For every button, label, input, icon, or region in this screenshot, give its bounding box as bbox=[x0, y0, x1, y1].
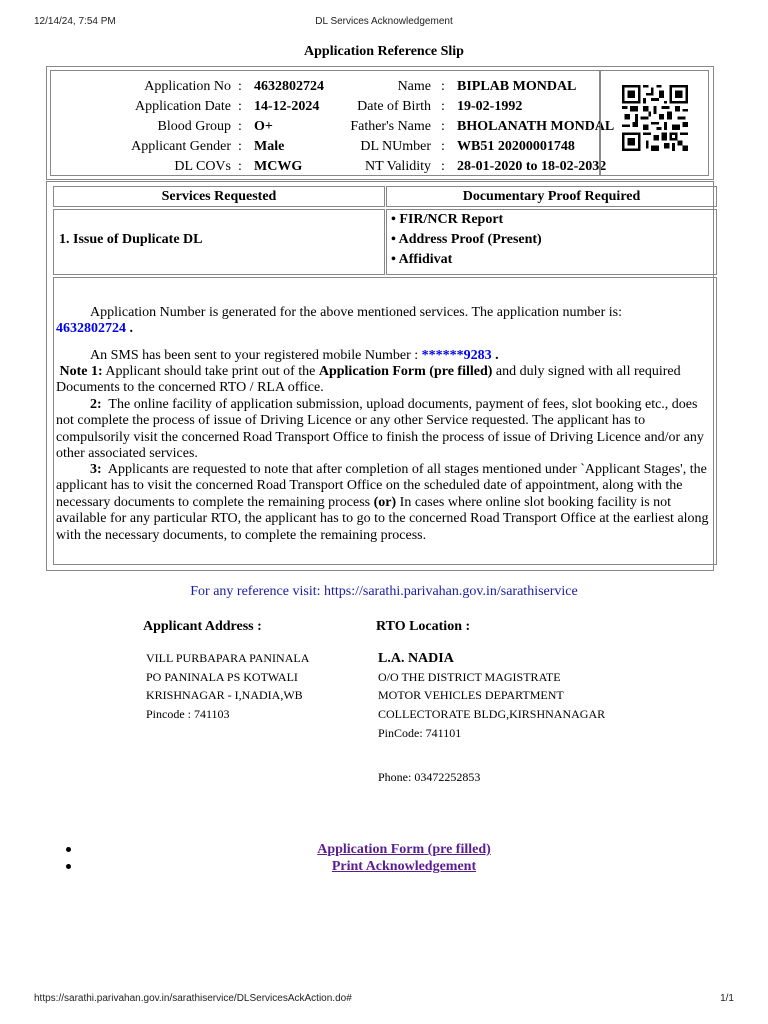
list-item bbox=[0, 859, 768, 876]
application-number-highlight: 4632802724 bbox=[56, 321, 126, 337]
proof-item: • Affidivat bbox=[391, 252, 453, 267]
colon: : bbox=[441, 159, 445, 174]
detail-row bbox=[51, 77, 599, 97]
rto-address-line: O/O THE DISTRICT MAGISTRATE bbox=[378, 670, 561, 684]
proof-item: • Address Proof (Present) bbox=[391, 232, 542, 247]
rto-phone: Phone: 03472252853 bbox=[378, 770, 481, 784]
rto-address-line: MOTOR VEHICLES DEPARTMENT bbox=[378, 688, 564, 702]
detail-row bbox=[51, 137, 599, 157]
blood-group-label: Blood Group bbox=[157, 119, 231, 134]
qr-code-cell bbox=[600, 70, 709, 176]
qr-code-icon bbox=[620, 85, 690, 151]
note-text: Applicant should take print out of the bbox=[105, 364, 316, 379]
dob-value: 19-02-1992 bbox=[457, 99, 523, 114]
application-date-label: Application Date bbox=[134, 99, 231, 114]
note-1-label: Note 1: bbox=[59, 364, 103, 379]
name-label: Name bbox=[397, 79, 431, 94]
note-3-or: (or) bbox=[373, 494, 397, 510]
fathers-name-value: BHOLANATH MONDAL bbox=[457, 119, 615, 134]
rto-pincode: PinCode: 741101 bbox=[378, 726, 462, 740]
documentary-proof-header: Documentary Proof Required bbox=[386, 186, 717, 207]
slip-title: Application Reference Slip bbox=[304, 44, 464, 59]
print-page-number: 1/1 bbox=[720, 993, 734, 1004]
rto-address-line: COLLECTORATE BLDG,KIRSHNANAGAR bbox=[378, 707, 606, 721]
note-text: and duly signed with all required Documents to the concerned RTO / RLA office. bbox=[56, 364, 681, 396]
dot: . bbox=[495, 348, 499, 363]
dob-label: Date of Birth bbox=[357, 99, 431, 114]
applicant-address-line: PO PANINALA PS KOTWALI bbox=[146, 670, 298, 684]
nt-validity-value: 28-01-2020 to 18-02-2032 bbox=[457, 159, 607, 174]
name-value: BIPLAB MONDAL bbox=[457, 79, 577, 94]
colon: : bbox=[238, 99, 242, 114]
colon: : bbox=[441, 99, 445, 114]
detail-row bbox=[51, 97, 599, 117]
note-1 bbox=[56, 364, 710, 397]
dl-covs-label: DL COVs bbox=[174, 159, 231, 174]
detail-row bbox=[51, 117, 615, 137]
note-text: The online facility of application submission, upload documents, payment of fees, slot booking etc., does not complete the process of issue of Driving Licence or any other Service requested. The applicant has to compulsorily visit the concerned Road Transport Office to finish the process of issue of Driving Licence and/or any other associated services. bbox=[56, 397, 704, 462]
colon: : bbox=[441, 119, 445, 134]
blood-group-value: O+ bbox=[254, 119, 273, 134]
colon: : bbox=[238, 119, 242, 134]
colon: : bbox=[238, 79, 242, 94]
action-links bbox=[0, 842, 768, 876]
service-name: 1. Issue of Duplicate DL bbox=[59, 232, 203, 247]
service-cell bbox=[53, 209, 385, 275]
applicant-pincode: Pincode : 741103 bbox=[146, 707, 230, 721]
application-date-value: 14-12-2024 bbox=[254, 99, 320, 114]
colon: : bbox=[238, 139, 242, 154]
list-item bbox=[0, 842, 768, 859]
proof-item: • FIR/NCR Report bbox=[391, 212, 504, 227]
note-3-label: 3: bbox=[90, 462, 102, 477]
note-text: Applicants are requested to note that after completion of all stages mentioned under `Applicant Stages', the applicant has to visit the concerned Road Transport Office on the scheduled date of appointment, along with the necessary documents to complete the remaining process bbox=[56, 462, 707, 510]
rto-name: L.A. NADIA bbox=[378, 651, 454, 666]
note-3 bbox=[56, 462, 710, 544]
applicant-address-line: KRISHNAGAR - I,NADIA,WB bbox=[146, 688, 303, 702]
note-text: Application Number is generated for the above mentioned services. The application number is: bbox=[90, 305, 622, 320]
application-number-note bbox=[56, 305, 710, 338]
gender-value: Male bbox=[254, 139, 285, 154]
print-acknowledgement-link[interactable]: Print Acknowledgement bbox=[331, 859, 477, 874]
note-2 bbox=[56, 397, 710, 463]
dot: . bbox=[129, 321, 133, 337]
application-form-link[interactable]: Application Form (pre filled) bbox=[317, 842, 491, 857]
colon: : bbox=[238, 159, 242, 174]
application-no-label: Application No bbox=[144, 79, 231, 94]
dl-covs-value: MCWG bbox=[254, 159, 303, 174]
applicant-details-box bbox=[46, 66, 714, 180]
mobile-number: ******9283 bbox=[421, 348, 492, 363]
colon: : bbox=[441, 79, 445, 94]
application-no-value: 4632802724 bbox=[254, 79, 324, 94]
rto-location-heading: RTO Location : bbox=[376, 619, 471, 634]
services-box bbox=[46, 181, 714, 571]
colon: : bbox=[441, 139, 445, 154]
notes-box bbox=[53, 277, 717, 565]
note-text: An SMS has been sent to your registered mobile Number : bbox=[90, 348, 419, 363]
proof-cell bbox=[386, 209, 717, 275]
print-page-title: DL Services Acknowledgement bbox=[315, 16, 453, 27]
applicant-details-table bbox=[50, 70, 615, 176]
dl-number-value: WB51 20200001748 bbox=[457, 139, 575, 154]
fathers-name-label: Father's Name bbox=[350, 119, 431, 134]
detail-row bbox=[51, 157, 607, 177]
dl-number-label: DL NUmber bbox=[360, 139, 431, 154]
services-requested-header: Services Requested bbox=[53, 186, 385, 207]
note-text: In cases where online slot booking facility is not available for any particular RTO, the applicant has to go to the concerned Road Transport Office at the earliest along with the necessary documents, to complete the remaining process. bbox=[56, 494, 709, 543]
nt-validity-label: NT Validity bbox=[365, 159, 431, 174]
sms-note bbox=[56, 348, 710, 364]
print-url: https://sarathi.parivahan.gov.in/sarathiservice/DLServicesAckAction.do# bbox=[34, 993, 352, 1004]
applicant-address-heading: Applicant Address : bbox=[143, 619, 262, 634]
note-2-label: 2: bbox=[90, 397, 102, 412]
gender-label: Applicant Gender bbox=[131, 139, 231, 154]
note-1-bold: Application Form (pre filled) bbox=[318, 364, 493, 379]
print-datetime: 12/14/24, 7:54 PM bbox=[34, 16, 116, 27]
applicant-address-line: VILL PURBAPARA PANINALA bbox=[146, 651, 310, 665]
reference-link-text: For any reference visit: https://sarathi.parivahan.gov.in/sarathiservice bbox=[190, 584, 578, 599]
